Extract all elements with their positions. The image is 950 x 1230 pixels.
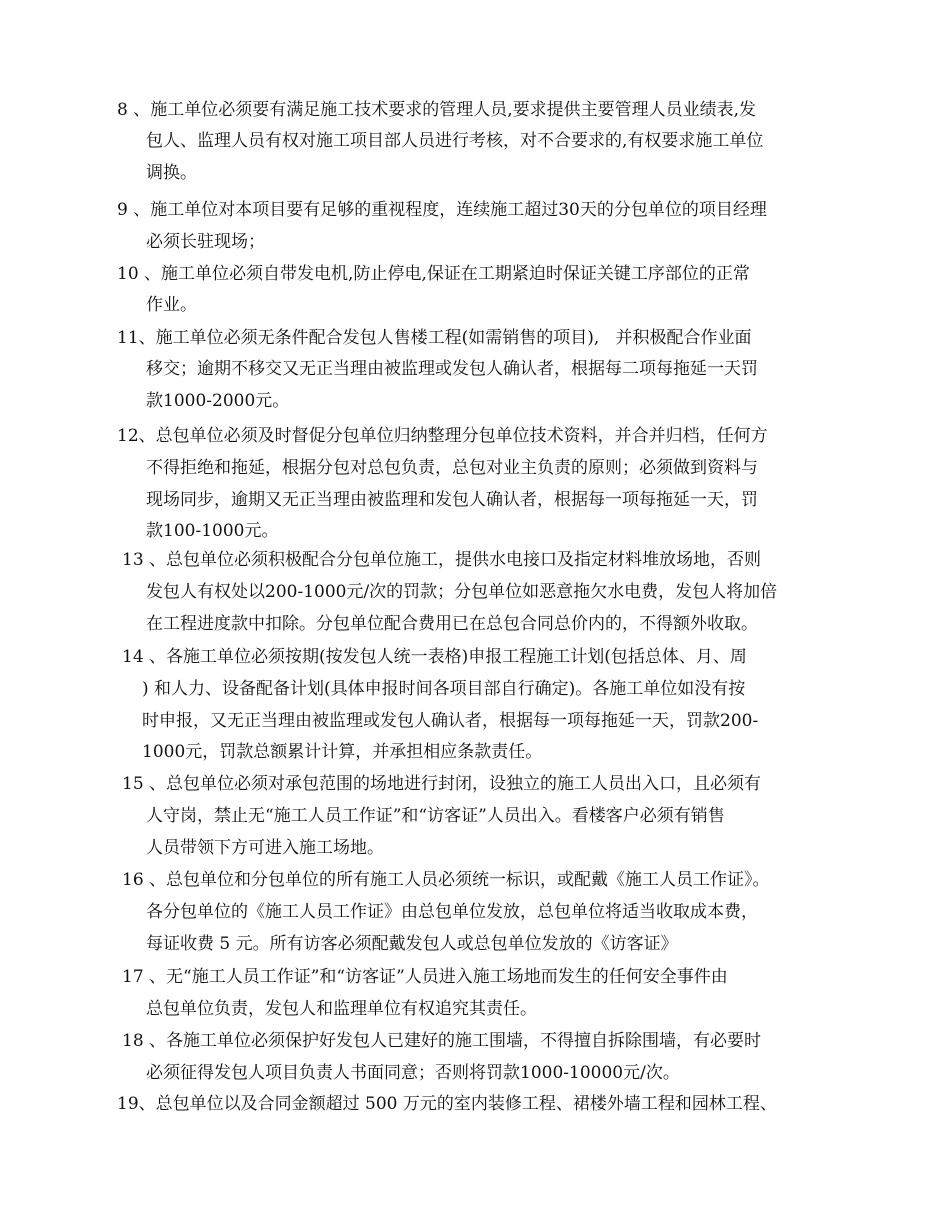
clause-continuation-line: 作业。 [146, 295, 197, 315]
clause-first-line: 15 、总包单位必须对承包范围的场地进行封闭，设独立的施工人员出入口，且必须有 [122, 774, 762, 794]
clause-continuation-line: 不得拒绝和拖延，根据分包对总包负责，总包对业主负责的原则；必须做到资料与 [146, 458, 758, 478]
clause-continuation-line: 总包单位负责，发包人和监理单位有权追究其责任。 [146, 999, 537, 1019]
clause-continuation-line: 每证收费 5 元。所有访客必须配戴发包人或总包单位发放的《访客证》 [146, 934, 678, 954]
clause-first-line: 8 、施工单位必须要有满足施工技术要求的管理人员,要求提供主要管理人员业绩表,发 [117, 100, 757, 120]
clause-continuation-line: 人守岗，禁止无“施工人员工作证”和“访客证”人员出入。看楼客户必须有销售 [146, 806, 725, 826]
clause-continuation-line: 包人、监理人员有权对施工项目部人员进行考核，对不合要求的,有权要求施工单位 [146, 131, 764, 151]
clause-continuation-line: 时申报，又无正当理由被监理或发包人确认者，根据每一项每拖延一天，罚款200- [142, 711, 759, 731]
clause-continuation-line: 各分包单位的《施工人员工作证》由总包单位发放，总包单位将适当收取成本费， [146, 902, 758, 922]
clause-first-line: 12、总包单位必须及时督促分包单位归纳整理分包单位技术资料，并合并归档，任何方 [117, 426, 768, 446]
clause-continuation-line: 在工程进度款中扣除。分包单位配合费用已在总包合同总价内的，不得额外收取。 [146, 614, 758, 634]
clause-continuation-line: 款1000-2000元。 [146, 391, 290, 411]
clause-continuation-line: 款100-1000元。 [146, 521, 279, 541]
clause-first-line: 11、施工单位必须无条件配合发包人售楼工程(如需销售的项目), 并积极配合作业面 [117, 328, 752, 348]
clause-continuation-line: 移交；逾期不移交又无正当理由被监理或发包人确认者，根据每二项每拖延一天罚 [146, 359, 758, 379]
clause-first-line: 16 、总包单位和分包单位的所有施工人员必须统一标识，或配戴《施工人员工作证》。 [122, 870, 770, 890]
clause-first-line: 17 、无“施工人员工作证”和“访客证”人员进入施工场地而发生的任何安全事件由 [122, 967, 728, 987]
clause-continuation-line: 发包人有权处以200-1000元/次的罚款；分包单位如恶意拖欠水电费，发包人将加倍 [146, 582, 778, 602]
clause-continuation-line: 必须长驻现场； [146, 232, 265, 252]
clause-continuation-line: 必须征得发包人项目负责人书面同意；否则将罚款1000-10000元/次。 [146, 1063, 680, 1083]
clause-continuation-line: 人员带领下方可进入施工场地。 [146, 838, 384, 858]
clause-first-line: 13 、总包单位必须积极配合分包单位施工，提供水电接口及指定材料堆放场地，否则 [122, 550, 762, 570]
clause-first-line: 14 、各施工单位必须按期(按发包人统一表格)申报工程施工计划(包括总体、月、周 [122, 647, 747, 667]
clause-first-line: 9 、施工单位对本项目要有足够的重视程度，连续施工超过30天的分包单位的项目经理 [117, 200, 767, 220]
clause-first-line: 18 、各施工单位必须保护好发包人已建好的施工围墙，不得擅自拆除围墙，有必要时 [122, 1031, 762, 1051]
clause-first-line: 19、总包单位以及合同金额超过 500 万元的室内装修工程、裙楼外墙工程和园林工程、 [117, 1094, 777, 1114]
clause-continuation-line: ) 和人力、设备配备计划(具体申报时间各项目部自行确定)。各施工单位如没有按 [142, 679, 746, 699]
clause-continuation-line: 现场同步，逾期又无正当理由被监理和发包人确认者，根据每一项每拖延一天，罚 [146, 490, 758, 510]
clause-continuation-line: 1000元，罚款总额累计计算，并承担相应条款责任。 [142, 742, 543, 762]
clause-continuation-line: 调换。 [146, 163, 197, 183]
clause-first-line: 10 、施工单位必须自带发电机,防止停电,保证在工期紧迫时保证关键工序部位的正常 [117, 264, 750, 284]
